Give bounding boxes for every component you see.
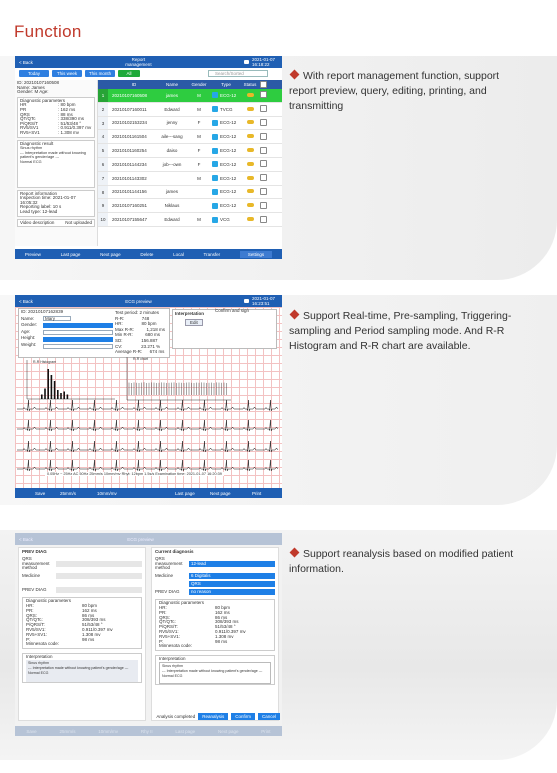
parameter-name: HR (20, 102, 27, 108)
table-row[interactable] (98, 144, 282, 158)
row-number: 2 (98, 103, 108, 116)
row-name: aile---sang (161, 134, 183, 140)
hand-icon (247, 162, 254, 166)
analysis-footer: Analysis completed Reanalysis Confirm Cancel (147, 713, 280, 720)
rr-stat: R-R: 748 (115, 315, 150, 321)
row-status (240, 93, 260, 98)
row-checkbox[interactable] (260, 133, 267, 140)
table-row[interactable] (98, 117, 282, 131)
rr-stat: Min R-R: 680 ms (115, 332, 161, 338)
parameter-row (20, 131, 92, 136)
parameter-name: PR (20, 106, 27, 112)
parameter-name: P/QRS/T: (159, 624, 178, 630)
hand-icon (247, 189, 254, 193)
rr-statistics (115, 310, 169, 355)
screen-title: ECG preview (127, 536, 154, 542)
parameter-name: QRS: (159, 614, 171, 620)
row-type (210, 106, 240, 112)
prev-diagnostic-parameters: Diagnostic parameters HR: 80 bpm PR: 162 ms QRS: 86 ms QT/QTc: 308/393 ms P/QRS/T: 51/53/48 ° RV5/SV1: 0.911/0.397 mv RV5+SV1: 1.308 mv P: 98 ms Minnesota code: (22, 597, 142, 649)
rr-stat: Max R-R: 1,218 ms (115, 326, 166, 332)
title-bar (15, 56, 282, 68)
datetime: 2021-01-07 16:18:22 (251, 57, 276, 67)
back-button[interactable]: < Back (19, 59, 33, 65)
next-page-button[interactable]: Next page (210, 490, 231, 496)
cancel-button[interactable]: Cancel (258, 713, 280, 720)
hand-icon (247, 148, 254, 152)
print-button[interactable]: Print (261, 728, 271, 734)
rr-stat: CV: 23.271 % (115, 343, 161, 349)
ecg-type-icon (212, 189, 218, 195)
patient-id: 20210107162839 (28, 309, 64, 314)
ecg-type-icon (212, 217, 218, 223)
parameter-value: : 0.911/0.397 mv (58, 125, 92, 131)
row-id: 20210107160508 (112, 92, 148, 98)
battery-icon (244, 299, 249, 303)
age-field[interactable] (43, 330, 113, 335)
parameter-name: RV5/SV1: (26, 626, 46, 632)
row-checkbox[interactable] (260, 147, 267, 154)
diamond-bullet-icon (290, 548, 300, 558)
row-id: 20210101143302 (112, 175, 147, 181)
current-diagnostic-parameters: Diagnostic parameters HR: 80 bpm PR: 162 ms QRS: 86 ms QT/QTc: 308/393 ms P/QRS/T: 51/53/48 ° RV5/SV1: 0.911/0.397 mv RV5+SV1: 1.308 mv P: 98 ms Minnesota code: (155, 599, 275, 651)
parameter-name: RV5+SV1: (26, 631, 48, 637)
row-type (210, 120, 240, 126)
row-name: james (165, 92, 178, 98)
parameter-value: 86 ms (82, 612, 95, 618)
row-type-label: ECG-12 (220, 189, 237, 195)
parameter-value: : 1.308 mv (58, 129, 80, 135)
search-input[interactable]: Search/Sorted (208, 70, 268, 77)
bottom-toolbar (15, 726, 282, 736)
row-gender: M (197, 106, 201, 112)
row-name: Niklaus (164, 203, 180, 209)
reanalysis-button[interactable]: Reanalysis (198, 713, 228, 720)
hand-icon (247, 120, 254, 124)
parameter-value: : 51/53/48 ° (58, 120, 82, 126)
patient-gender-age: Gender: M Age: (17, 89, 49, 95)
ecg-trace (17, 460, 278, 471)
parameter-name: PR: (159, 609, 167, 615)
histogram-bar (41, 395, 43, 400)
parameter-value: : 80 bpm (58, 102, 76, 108)
table-row[interactable] (98, 213, 282, 227)
row-type-label: TVCG (220, 106, 233, 112)
ecg-type-icon (212, 92, 218, 98)
tab-all[interactable]: All (118, 70, 140, 77)
ecg-type-icon (212, 161, 218, 167)
row-name: daiso (166, 148, 178, 154)
row-number: 10 (98, 213, 108, 226)
row-gender: M (197, 134, 201, 140)
table-row[interactable] (98, 199, 282, 213)
row-name: james (165, 189, 178, 195)
gain-select[interactable]: 10mm/mv (98, 728, 119, 734)
title-bar (15, 533, 282, 545)
row-type-label: VCG (220, 217, 230, 223)
ecg-type-icon (212, 106, 218, 112)
row-checkbox[interactable] (260, 202, 267, 209)
prev-medicine (56, 573, 142, 579)
parameter-value: 51/53/48 ° (82, 622, 103, 628)
ecg-trace (17, 420, 278, 431)
bottom-toolbar (15, 249, 282, 259)
row-number: 7 (98, 172, 108, 185)
parameter-name: QT/QTc (20, 116, 36, 122)
parameter-name: P: (159, 638, 164, 644)
row-number: 4 (98, 130, 108, 143)
report-management-screenshot (15, 56, 282, 259)
histogram-bar (60, 393, 62, 399)
histogram-bar (44, 389, 46, 400)
table-row[interactable] (98, 103, 282, 117)
diagnostic-parameters: Diagnostic parameters HR : 80 bpm PR : 162 ms QRS : 88 ms QT/QTc : 338/390 ms P/QRS/T : 51/53/48 ° RV5/SV1 : 0.911/0.397 mv RV5+SV1 : 1.308 mv (17, 97, 95, 138)
histogram-bar (54, 381, 56, 399)
table-row[interactable] (98, 158, 282, 172)
save-button[interactable]: Save (35, 490, 46, 496)
parameter-value: 162 ms (82, 607, 97, 613)
filter-tabs (15, 70, 140, 78)
table-row[interactable] (98, 130, 282, 144)
hand-icon (247, 203, 254, 207)
row-type (210, 217, 240, 223)
parameter-name: HR: (26, 602, 34, 608)
table-row[interactable] (98, 89, 282, 103)
rhythm-lead-select[interactable]: Rhy II (140, 728, 153, 734)
edit-interpretation-button[interactable]: Edit (185, 319, 203, 326)
row-checkbox[interactable] (260, 188, 267, 195)
report-detail-panel (15, 80, 98, 246)
current-interpretation[interactable]: Interpretation Sinus rhythm --- Interpretation made without knowing patient's gender/age --- Normal ECG (155, 655, 275, 685)
transfer-button[interactable]: Transfer (203, 251, 221, 257)
row-status (240, 176, 260, 181)
row-checkbox[interactable] (260, 216, 267, 223)
print-button[interactable]: Print (252, 490, 262, 496)
diagnostic-result: Diagnostic result Sinus rhythm --- Interpretation made without knowing patient's gender/age --- Normal ECG (17, 140, 95, 188)
histogram-label: R-R Histogram (33, 360, 57, 364)
parameter-name: RV5/SV1: (159, 628, 179, 634)
row-id: 20210107160251 (112, 203, 148, 209)
row-type (210, 189, 240, 195)
prev-diag-value (56, 587, 142, 593)
row-status (240, 134, 260, 139)
row-name: Edward (164, 217, 180, 223)
parameter-value: 98 ms (215, 638, 228, 644)
last-page-button[interactable]: Last page (175, 490, 195, 496)
row-gender: F (197, 161, 201, 167)
report-information: Report information Inspection time: 2021-01-07 16:05:32 Reporting label: 10 s Lead type: 12-lead (17, 190, 95, 217)
parameter-value: 0.911/0.397 mv (82, 626, 113, 632)
parameter-name: RV5+SV1: (159, 633, 181, 639)
parameter-name: P/QRS/T (20, 120, 39, 126)
rr-stat: Test period: 2 minutes (115, 310, 160, 315)
parameter-name: HR: (159, 604, 167, 610)
speed-select[interactable]: 25mm/s (59, 728, 76, 734)
parameter-name: P: (26, 636, 31, 642)
parameter-value: 98 ms (82, 636, 95, 642)
diamond-bullet-icon (290, 310, 300, 320)
name-field[interactable]: Mary (43, 316, 71, 321)
row-type-label: ECG-12 (220, 175, 237, 181)
speed-select[interactable]: 25mm/s (60, 490, 77, 496)
delete-button[interactable]: Delete (140, 251, 154, 257)
next-page-button[interactable]: Next page (100, 251, 121, 257)
parameter-name: QRS (20, 111, 30, 117)
screen-title: Report management (125, 57, 152, 67)
row-name: job---own (162, 161, 182, 167)
row-id: 20210107160011 (112, 106, 147, 112)
parameter-name: QT/QTc: (159, 619, 176, 625)
row-status (240, 162, 260, 167)
ecg-type-icon (212, 203, 218, 209)
row-checkbox[interactable] (260, 91, 267, 98)
row-gender: M (197, 217, 201, 223)
parameter-value: 308/393 ms (82, 617, 106, 623)
rr-stat: SD: 156.887 (115, 337, 158, 343)
row-type (210, 92, 240, 98)
patient-info-panel: ID: 20210107162839 Name: Gender: Age: Height: Weight: Mary Test period: 2 minutes R-R: 748 HR: 80 bpm Max R-R: 1,218 ms Min R-R: 680 ms SD: 156.887 CV: 23.271 % Average R-R: 674 ms (18, 308, 170, 358)
row-type-label: ECG-12 (220, 148, 237, 154)
feature-description-2: Support Real-time, Pre-sampling, Triggering-sampling and Period sampling mode. And R-R Histogram and R-R chart are available. (289, 310, 512, 352)
row-gender: M (197, 92, 201, 98)
last-page-button[interactable]: Last page (60, 251, 81, 257)
parameter-value: 51/53/48 ° (215, 624, 236, 630)
ecg-trace (17, 441, 278, 452)
gain-select[interactable]: 10mm/mv (97, 490, 117, 496)
row-id: 20210101161504 (112, 134, 147, 140)
save-button[interactable]: Save (26, 728, 37, 734)
confirm-button[interactable]: Confirm (231, 713, 255, 720)
extra-select[interactable]: QRS (189, 581, 275, 587)
status-line: 0.05Hz ~ 25Hz AC 50Hz 25mm/s 10mm/mv Rhyt: 12bpm 1.5s/s Examination time: 2021-01-07 16:20:39 (47, 472, 222, 476)
parameter-value: : 162 ms (58, 106, 76, 112)
qrs-method-select[interactable]: 12-lead (189, 561, 275, 567)
back-button[interactable]: < Back (19, 298, 33, 304)
preview-button[interactable]: Preview (24, 251, 41, 257)
hand-icon (247, 176, 254, 180)
confirm-sign-button[interactable]: Confirm and sign (215, 308, 250, 313)
row-type-label: ECG-12 (220, 203, 237, 209)
ecg-type-icon (212, 134, 218, 140)
parameter-name: RV5/SV1 (20, 125, 39, 131)
row-type-label: ECG-12 (220, 134, 237, 140)
row-status (240, 203, 260, 208)
tab-today[interactable]: Today (19, 70, 49, 77)
row-name: jenny (166, 120, 178, 126)
row-gender: F (197, 148, 201, 154)
row-number: 1 (98, 89, 108, 102)
interpretation-panel: Interpretation Edit (172, 309, 277, 349)
row-name: Edward (164, 106, 180, 112)
rr-stat: HR: 80 bpm (115, 321, 157, 327)
medicine-select[interactable]: 6 Digitalis (189, 573, 275, 579)
row-id: 20210101160254 (112, 148, 147, 154)
hand-icon (247, 107, 254, 111)
gender-field[interactable] (43, 323, 113, 328)
bottom-toolbar (15, 488, 282, 498)
histogram-bar (67, 395, 69, 400)
battery-icon (244, 60, 249, 64)
row-number: 6 (98, 158, 108, 171)
row-id: 20210102153234 (112, 120, 148, 126)
rr-chart (123, 355, 233, 403)
row-type (210, 175, 240, 181)
row-type (210, 134, 240, 140)
reanalysis-screenshot (15, 533, 282, 736)
parameter-value: 1.308 mv (215, 633, 234, 639)
row-type-label: ECG-12 (220, 161, 237, 167)
last-page-button[interactable]: Last page (175, 728, 196, 734)
ecg-type-icon (212, 175, 218, 181)
page-title: Function (14, 22, 82, 41)
feature-description-3: Support reanalysis based on modified patient information. (289, 548, 514, 575)
video-description: Video description Not uploaded (17, 219, 95, 228)
row-checkbox[interactable] (260, 105, 267, 112)
parameter-value: 80 bpm (215, 604, 231, 610)
patient-id: ID: 20210107160508 (17, 80, 60, 85)
parameter-value: 1.308 mv (82, 631, 101, 637)
parameter-name: QT/QTc: (26, 617, 43, 623)
histogram-bar (51, 375, 53, 399)
local-button[interactable]: Local (173, 251, 184, 257)
hand-icon (247, 217, 254, 221)
histogram-bar (57, 390, 59, 399)
ecg-type-icon (212, 148, 218, 154)
tab-this-month[interactable]: This month (85, 70, 115, 77)
row-checkbox[interactable] (260, 174, 267, 181)
back-button[interactable]: < Back (19, 536, 33, 542)
row-status (240, 189, 260, 194)
rr-stat: Average R-R: 674 ms (115, 349, 165, 355)
select-all-checkbox[interactable] (260, 81, 267, 88)
diamond-bullet-icon (290, 70, 300, 80)
parameter-name: QRS: (26, 612, 38, 618)
previous-diagnosis-panel: PREV DIAG QRS measurement method Medicine PREV DIAG Diagnostic parameters HR: 80 bpm PR: 162 ms QRS: 86 ms QT/QTc: 308/393 ms P/QRS/T: 51/53/48 ° RV5/SV1: 0.911/0.397 mv RV5+SV1: 1.308 mv P: 98 ms Minnesota code: Interpretation Sinus rhythm --- Interpretation made without knowing patient's gender/age --- Normal ECG (18, 547, 146, 721)
parameter-value: 86 ms (215, 614, 228, 620)
row-status (240, 120, 260, 125)
settings-button[interactable]: Settings (240, 251, 272, 258)
height-field[interactable] (43, 337, 113, 342)
prev-interpretation: Interpretation Sinus rhythm --- Interpretation made without knowing patient's gender/age --- Normal ECG (22, 653, 142, 683)
row-type-label: ECG-12 (220, 120, 237, 126)
patient-name: Name: James (17, 84, 45, 90)
reason-select[interactable]: no reason (189, 589, 275, 595)
tab-this-week[interactable]: This week (52, 70, 82, 77)
weight-field[interactable] (43, 344, 113, 349)
parameter-value: : 88 ms (58, 111, 73, 117)
hand-icon (247, 134, 254, 138)
row-gender: M (197, 175, 201, 181)
screen-title: ECG preview (125, 298, 152, 304)
parameter-value: 80 bpm (82, 602, 98, 608)
report-table (98, 80, 282, 246)
parameter-value: 0.911/0.397 mv (215, 628, 246, 634)
parameter-value: 308/393 ms (215, 619, 239, 625)
row-number: 8 (98, 186, 108, 199)
histogram-bar (47, 369, 49, 399)
histogram-bar (63, 392, 65, 400)
hand-icon (247, 93, 254, 97)
row-type (210, 161, 240, 167)
table-header: ID Name Gender Type Status (98, 80, 282, 89)
row-number: 3 (98, 117, 108, 130)
parameter-value: 162 ms (215, 609, 230, 615)
row-type (210, 148, 240, 154)
table-row[interactable] (98, 172, 282, 186)
row-checkbox[interactable] (260, 119, 267, 126)
row-type (210, 203, 240, 209)
parameter-name: RV5+SV1 (20, 129, 40, 135)
title-bar (15, 295, 282, 307)
row-number: 9 (98, 199, 108, 212)
row-status (240, 148, 260, 153)
parameter-name: PR: (26, 607, 34, 613)
ecg-type-icon (212, 120, 218, 126)
row-status (240, 217, 260, 222)
row-status (240, 107, 260, 112)
row-id: 20210101144156 (112, 189, 147, 195)
rr-histogram (23, 358, 118, 403)
prev-qrs-method (56, 561, 142, 567)
current-diagnosis-panel: Current diagnosis QRS measurement method 12-lead Medicine 6 Digitalis QRS PREV DIAG no reason Diagnostic parameters HR: 80 bpm PR: 162 ms QRS: 86 ms QT/QTc: 308/393 ms P/QRS/T: 51/53/48 ° RV5/SV1: 0.911/0.397 mv RV5+SV1: 1.308 mv P: 98 ms Minnesota code: Interpretation Sinus rhythm --- Interpretation made without knowing patient's gender/age --- Normal ECG (151, 547, 279, 721)
row-gender: F (197, 120, 201, 126)
parameter-value: : 338/390 ms (58, 116, 85, 122)
table-row[interactable] (98, 186, 282, 200)
row-id: 20210107155647 (112, 217, 148, 223)
datetime: 2021-01-07 16:23:51 (252, 296, 276, 306)
next-page-button[interactable]: Next page (217, 728, 239, 734)
parameter-name: P/QRS/T: (26, 622, 45, 628)
rr-label: R-R chart (133, 357, 148, 361)
row-number: 5 (98, 144, 108, 157)
row-id: 20210101144234 (112, 161, 147, 167)
ecg-preview-screenshot (15, 295, 282, 498)
row-checkbox[interactable] (260, 160, 267, 167)
row-type-label: ECG-12 (220, 92, 237, 98)
feature-description-1: With report management function, support report preview, query, editing, printing, and transmitting (289, 70, 500, 112)
